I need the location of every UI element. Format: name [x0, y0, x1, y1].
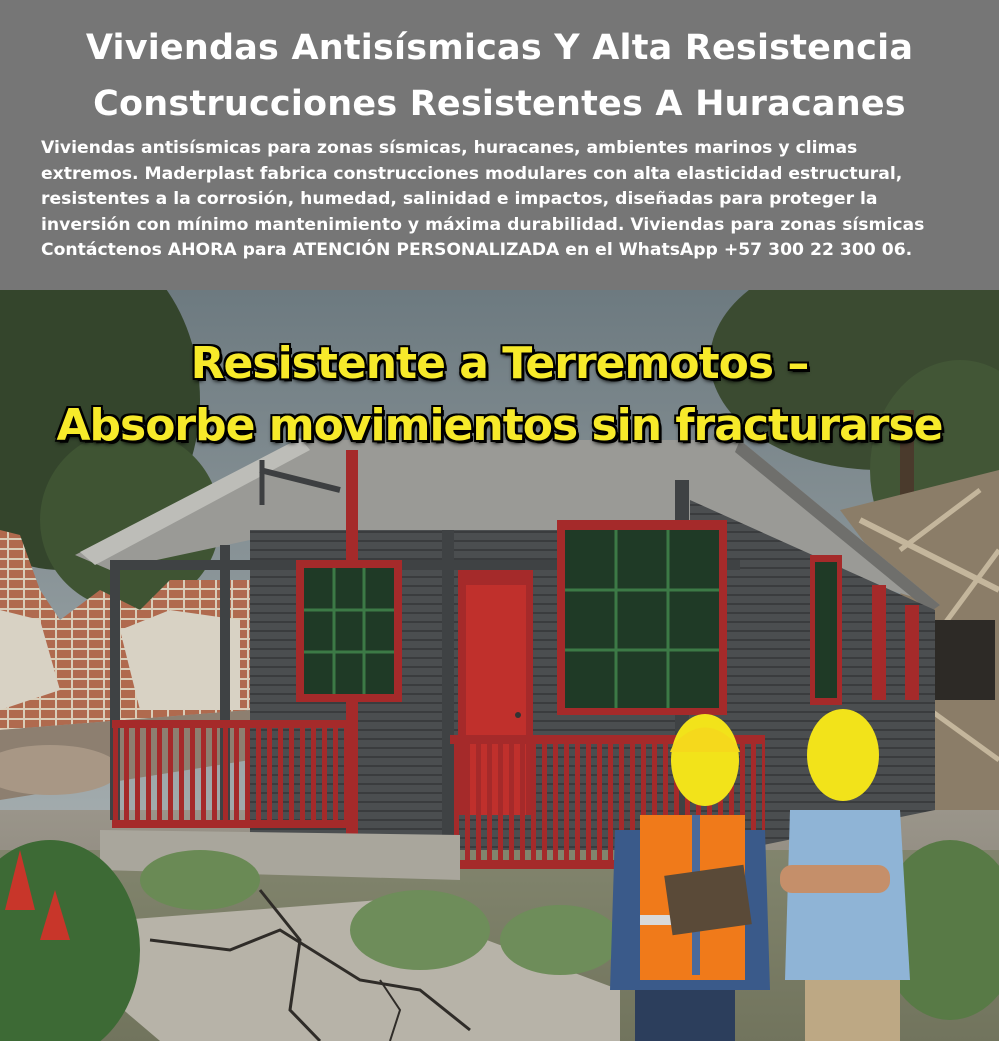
porch-railing-left: [112, 720, 352, 828]
page-title-line-2: Construcciones Resistentes A Huracanes: [93, 84, 906, 124]
overlay-headline-line-1: Resistente a Terremotos –: [190, 338, 809, 389]
description-line: extremos. Maderplast fabrica construcciones modulares con alta elasticidad estructural,: [41, 163, 903, 184]
description-line: Viviendas antisísmicas para zonas sísmicas, huracanes, ambientes marinos y climas: [41, 138, 858, 158]
description-line: resistentes a la corrosión, humedad, salinidad e impactos, diseñadas para proteger la: [41, 189, 878, 209]
header-banner: [0, 0, 999, 290]
window-left: [296, 560, 402, 702]
face-mask: [807, 709, 879, 801]
description-line: inversión con mínimo mantenimiento y máxima durabilidad. Viviendas para zonas sísmicas: [41, 214, 925, 235]
page-title-line-1: Viviendas Antisísmicas Y Alta Resistencia: [85, 28, 914, 68]
window-center: [557, 520, 727, 715]
description-line: Contáctenos AHORA para ATENCIÓN PERSONALIZADA en el WhatsApp +57 300 22 300 06.: [41, 240, 913, 260]
description-paragraph: [41, 136, 971, 264]
overlay-headline-line-2: Absorbe movimientos sin fracturarse: [56, 400, 943, 451]
